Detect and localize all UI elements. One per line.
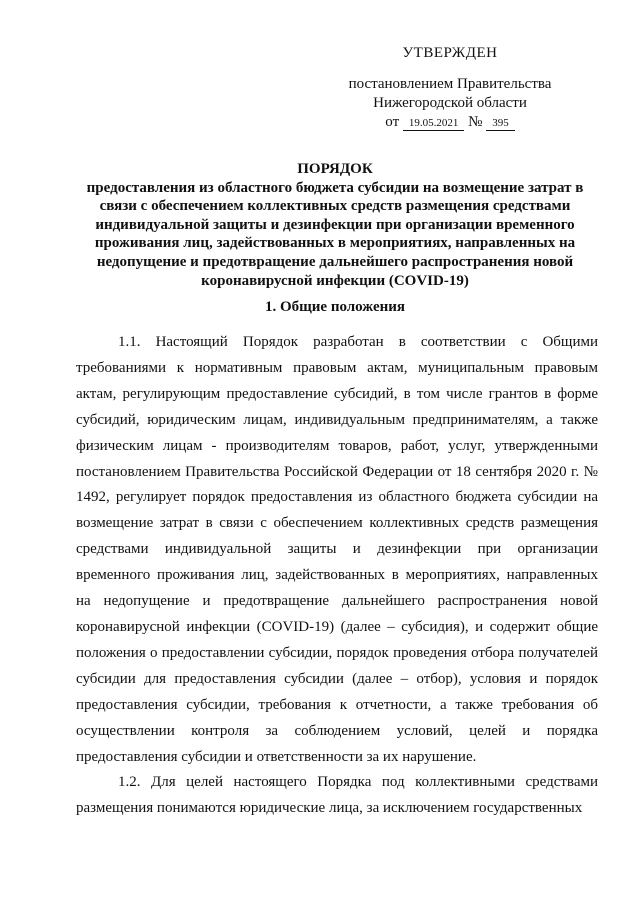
approval-line-2: Нижегородской области	[373, 95, 527, 111]
body-text	[76, 330, 598, 822]
paragraph-1-2: 1.2. Для целей настоящего Порядка под коллективными средствами размещения понимаются юридические лица, за исключением государственных	[76, 774, 598, 817]
approval-number: 395	[486, 117, 515, 131]
section-heading: 1. Общие положения	[264, 299, 406, 315]
approved-label: УТВЕРЖДЕН	[402, 45, 498, 61]
approval-date-line	[340, 113, 560, 132]
title-heading: ПОРЯДОК	[297, 161, 373, 177]
paragraph-1-1: 1.1. Настоящий Порядок разработан в соответствии с Общими требованиями к нормативным правовым актам, муниципальным правовым актам, регулирующим предоставление субсидий, в том числе грантов в форме субсидий, юридическим лицам, индивидуальным предпринимателям, а также физическим лицам - производителям товаров, работ, услуг, утвержденными постановлением Правительства Российской Федерации от 18 сентября 2020 г. № 1492, регулирует порядок предоставления из областного бюджета субсидии на возмещение затрат в связи с обеспечением коллективных средств размещения средствами индивидуальной защиты и дезинфекции при организации временного проживания лиц, задействованных в мероприятиях, направленных на недопущение и предотвращение дальнейшего распространения новой коронавирусной инфекции (COVID-19) (далее – субсидия), и содержит общие положения о предоставлении субсидии, порядок проведения отбора получателей субсидии для предоставления субсидии (далее – отбор), условия и порядок предоставления субсидии, требования к отчетности, а также требования об осуществлении контроля за соблюдением условий, целей и порядка предоставления субсидии и ответственности за их нарушение.	[76, 334, 598, 765]
from-label: от	[385, 114, 400, 130]
approval-stamp	[340, 44, 560, 132]
number-label: №	[468, 114, 483, 130]
document-title	[70, 160, 600, 290]
approval-line-1: постановлением Правительства	[348, 76, 552, 92]
title-subtitle: предоставления из областного бюджета субсидии на возмещение затрат в связи с обеспечением коллективных средств размещения средствами индивидуальной защиты и дезинфекции при организации временного проживания лиц, задействованных в мероприятиях, направленных на недопущение и предотвращение дальнейшего распространения новой коронавирусной инфекции (COVID-19)	[86, 179, 584, 289]
approval-date: 19.05.2021	[403, 117, 465, 131]
